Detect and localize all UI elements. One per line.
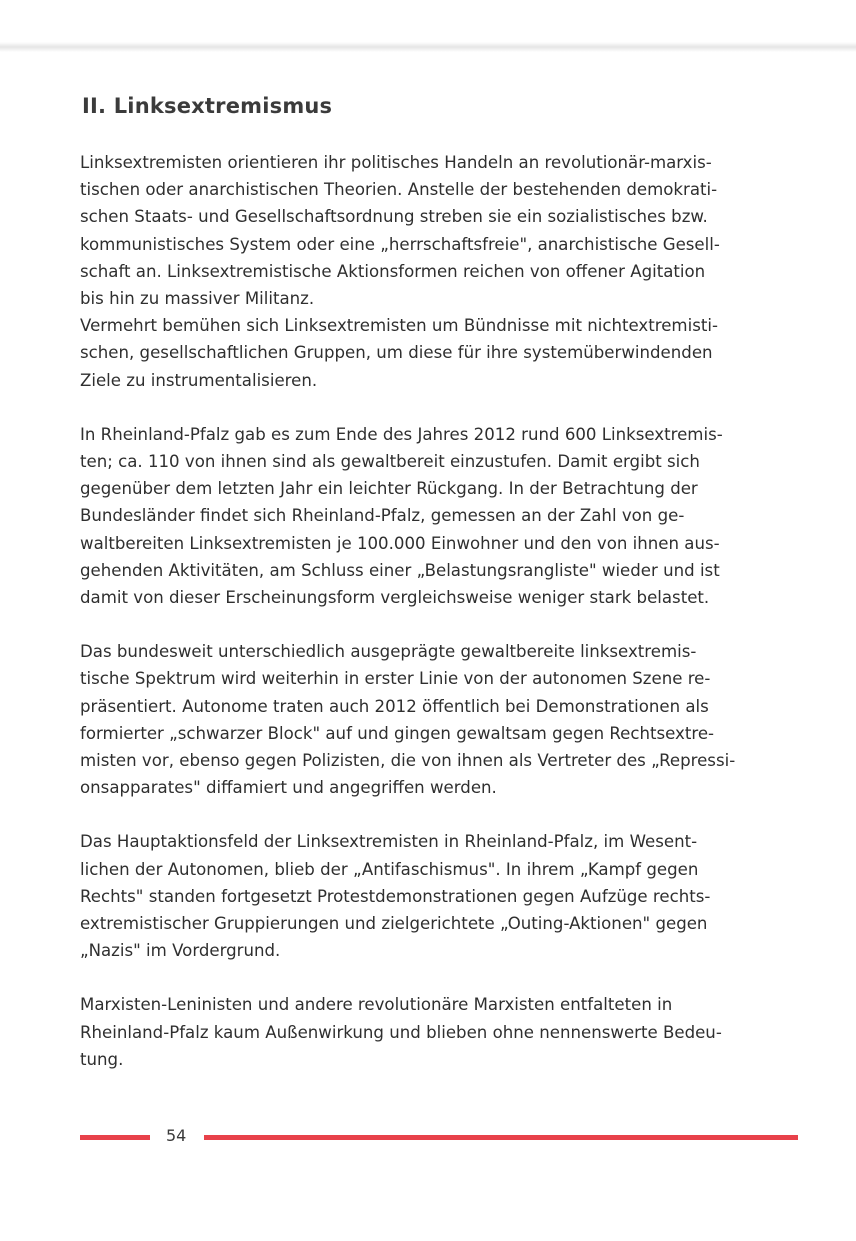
- text-line: Linksextremisten orientieren ihr politisches Handeln an revolutionär-marxis-: [80, 153, 712, 172]
- body-text: [80, 149, 780, 1100]
- text-line: kommunistisches System oder eine „herrschaftsfreie", anarchistische Gesell-: [80, 234, 720, 254]
- text-line: gehenden Aktivitäten, am Schluss einer „Belastungsrangliste" wieder und ist: [80, 560, 720, 580]
- footer-accent-bar-right: [204, 1135, 798, 1140]
- text-line: extremistischer Gruppierungen und zielgerichtete „Outing-Aktionen" gegen: [80, 914, 708, 934]
- text-line: schen Staats- und Gesellschaftsordnung streben sie ein sozialistisches bzw.: [80, 207, 708, 227]
- text-line: misten vor, ebenso gegen Polizisten, die von ihnen als Vertreter des „Repressi-: [80, 751, 736, 771]
- paragraph-5: [80, 991, 780, 1073]
- text-line: Vermehrt bemühen sich Linksextremisten um Bündnisse mit nichtextremisti-: [80, 316, 718, 336]
- text-line: tischen oder anarchistischen Theorien. Anstelle der bestehenden demokrati-: [80, 180, 718, 200]
- text-line: schen, gesellschaftlichen Gruppen, um diese für ihre systemüberwindenden: [80, 343, 713, 363]
- text-line: Das Hauptaktionsfeld der Linksextremisten in Rheinland-Pfalz, im Wesent-: [80, 832, 698, 852]
- page-top-shadow: [0, 42, 856, 52]
- text-line: formierter „schwarzer Block" auf und gingen gewaltsam gegen Rechtsextre-: [80, 723, 715, 743]
- text-line: Das bundesweit unterschiedlich ausgeprägte gewaltbereite linksextremis-: [80, 642, 697, 662]
- paragraph-1: [80, 149, 780, 394]
- text-line: Marxisten-Leninisten und andere revolutionäre Marxisten entfalteten in: [80, 995, 673, 1015]
- text-line: Ziele zu instrumentalisieren.: [80, 370, 318, 390]
- paragraph-4: [80, 828, 780, 964]
- text-line: präsentiert. Autonome traten auch 2012 öffentlich bei Demonstrationen als: [80, 696, 709, 716]
- text-line: lichen der Autonomen, blieb der „Antifaschismus". In ihrem „Kampf gegen: [80, 859, 699, 879]
- text-line: tung.: [80, 1049, 124, 1069]
- text-line: Rheinland-Pfalz kaum Außenwirkung und blieben ohne nennenswerte Bedeu-: [80, 1022, 722, 1042]
- page-footer: [80, 1126, 798, 1146]
- text-line: gegenüber dem letzten Jahr ein leichter Rückgang. In der Betrachtung der: [80, 479, 698, 499]
- paragraph-3: [80, 638, 780, 801]
- section-heading: II. Linksextremismus: [82, 94, 333, 118]
- text-line: bis hin zu massiver Militanz.: [80, 289, 315, 309]
- text-line: schaft an. Linksextremistische Aktionsformen reichen von offener Agitation: [80, 261, 706, 281]
- text-line: Bundesländer findet sich Rheinland-Pfalz, gemessen an der Zahl von ge-: [80, 506, 685, 526]
- text-line: In Rheinland-Pfalz gab es zum Ende des Jahres 2012 rund 600 Linksextremis-: [80, 424, 723, 444]
- text-line: ten; ca. 110 von ihnen sind als gewaltbereit einzustufen. Damit ergibt sich: [80, 452, 700, 472]
- footer-accent-bar-left: [80, 1135, 150, 1140]
- text-line: Rechts" standen fortgesetzt Protestdemonstrationen gegen Aufzüge rechts-: [80, 886, 711, 906]
- text-line: tische Spektrum wird weiterhin in erster Linie von der autonomen Szene re-: [80, 669, 711, 689]
- text-line: damit von dieser Erscheinungsform vergleichsweise weniger stark belastet.: [80, 588, 710, 608]
- text-line: onsapparates" diffamiert und angegriffen werden.: [80, 778, 497, 798]
- text-line: waltbereiten Linksextremisten je 100.000 Einwohner und den von ihnen aus-: [80, 533, 720, 553]
- page-number: 54: [166, 1126, 187, 1145]
- paragraph-2: [80, 421, 780, 611]
- text-line: „Nazis" im Vordergrund.: [80, 941, 281, 961]
